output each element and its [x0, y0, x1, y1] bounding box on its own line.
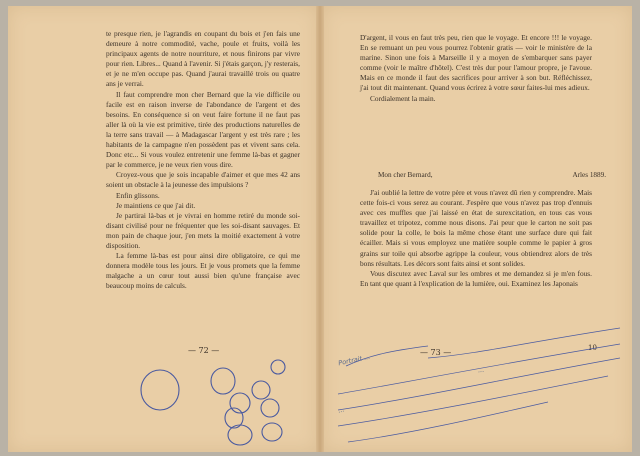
sketch-circle: [141, 370, 179, 410]
paragraph: J'ai oublié la lettre de votre père et vous n'avez dû rien y comprendre. Mais cette fois-ci vous serez au courant. J'espère que vous n'avez pas trop d'ennuis avec ces muffles que j'ai laissé en état de surexcitation, en tous cas vous travaillez et tripotez, comme nous disons. J'ai peur que le carton ne soit pas solide pour la colle, le bois la même chose étant une surface dure qui fait écailler. Mais si vous employez une matière souple comme le papier à gros grains sur toile qui absorbe agrippe la couleur, vous obtiendrez alors de très bons résultats. Les décors sont faits ainsi et sont solides.: [360, 188, 592, 268]
paragraph: Vous discutez avec Laval sur les ombres et me demandez si je m'en fous. En tant que quant à l'explication de la lumière, oui. Examinez les Japonais: [360, 268, 592, 288]
paragraph: Je maintiens ce que j'ai dit.: [116, 200, 196, 210]
sketch-circle: [262, 423, 282, 441]
paragraph: Je partirai là-bas et je vivrai en homme retiré du monde soi-disant civilisé pour ne fréquenter que les soi-disant sauvages. Et mon pain de chaque jour, j'en mets la moitié exactement à votre disposition.: [106, 210, 300, 250]
paragraph: D'argent, il vous en faut très peu, rien que le voyage. Et encore !!! le voyage. En se remuant un peu vous pourrez l'obtenir gratis — voir le ministère de la marine. Sinon une fois à Marseille il y a moyen de s'embarquer sans payer comme (voir le maître d'hôtel). C'est très dur pour l'amour propre, je l'avoue. Mais en ce monde il faut des sacrifices pour arriver à son but. Réfléchissez, j'ai tout dit maintenant. Quand vous écrirez à votre sœur faites-lui mes adieux.: [360, 33, 592, 93]
right-page-folio: — 73 —: [420, 348, 452, 357]
sketch-circle: [252, 381, 270, 399]
pencil-note-2: ...: [477, 365, 485, 375]
sketch-circle: [261, 399, 279, 417]
place-date: Arles 1889.: [572, 171, 606, 179]
paragraph: Cordialement la main.: [370, 93, 436, 103]
left-page-folio: — 72 —: [188, 346, 220, 355]
salutation: Mon cher Bernard,: [378, 171, 433, 179]
pencil-note-1: Portrait ...: [337, 352, 371, 368]
pencil-sketch: [8, 6, 632, 452]
paragraph: Croyez-vous que je sois incapable d'aimer et que mes 42 ans soient un obstacle à la jeunesse des impulsions ?: [106, 170, 300, 190]
paragraph: Enfin glissons.: [116, 190, 160, 200]
sketch-circle: [211, 368, 235, 394]
paragraph: Il faut comprendre mon cher Bernard que la vie difficile ou facile est en raison inverse de l'abondance de l'argent et des besoins. En conséquence si on veut faire fortune il ne faut pas aller là où la vie est primitive, tirée des productions naturelles de la terre sans travail — à Madagascar l'argent y est très rare ; les habitants de la campagne n'en possèdent pas et vivent sans cela. Donc etc... Si vous voulez entretenir une femme là-bas et gagner par le commerce, je ne veux rien vous dire.: [106, 89, 300, 170]
handwriting-stroke: [348, 402, 548, 442]
pencil-note-3: ...: [337, 405, 346, 415]
paragraph: te presque rien, je l'agrandis en coupant du bois et j'en fais une demeure à notre commodité, vache, poule et fruits, voilà les principaux agents de notre nourriture, et nous finirons par vivre pour rien. Libres... Quand à l'avenir. Si j'étais garçon, j'y resterais, et je ne m'en occupe pas. Quand j'aurai travaillé trois ou quatre ans je verrai.: [106, 29, 300, 89]
sketch-circle: [271, 360, 285, 374]
sheet-number: 10: [588, 344, 597, 352]
handwriting-stroke: [338, 358, 620, 410]
handwriting-stroke: [346, 346, 428, 366]
sketch-circle: [228, 425, 252, 445]
handwriting-stroke: [428, 328, 620, 358]
book-spread: [8, 6, 632, 452]
paragraph: La femme là-bas est pour ainsi dire obligatoire, ce qui me donnera modèle tous les jours. Et je vous promets que la femme malgache a un cœur tout aussi bien qu'une française avec beaucoup moins de calculs.: [106, 251, 300, 291]
